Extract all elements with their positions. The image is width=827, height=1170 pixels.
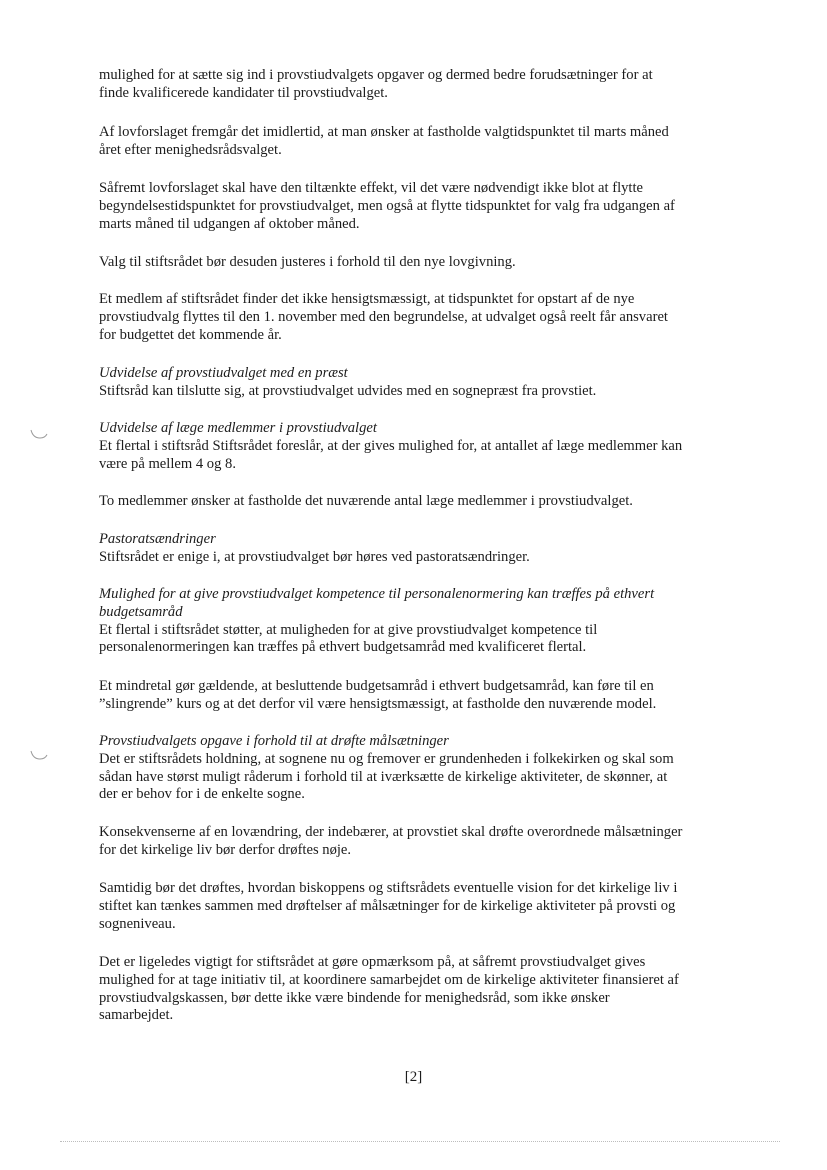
text-line: Et flertal i stiftsrådet støtter, at muligheden for at give provstiudvalget kompetence til [99,621,598,638]
text-line: Stiftsråd kan tilslutte sig, at provstiudvalget udvides med en sognepræst fra provstiet. [99,382,597,399]
paragraph [99,67,749,103]
paragraph [99,733,749,804]
section-heading: Mulighed for at give provstiudvalget kompetence til personalenormering kan træffes på ethvert [99,586,655,602]
section-heading: Provstiudvalgets opgave i forhold til at drøfte målsætninger [99,733,449,749]
text-line: Det er ligeledes vigtigt for stiftsrådet at gøre opmærksom på, at såfremt provstiudvalget gives [99,954,646,970]
paragraph [99,880,749,933]
text-line: mulighed for at sætte sig ind i provstiudvalgets opgaver og dermed bedre forudsætninger for at [99,67,653,83]
paragraph [99,954,749,1025]
text-line: sogneniveau. [99,915,176,932]
text-line: personalenormeringen kan træffes på ethvert budgetsamråd med kvalificeret flertal. [99,639,587,656]
text-line: Af lovforslaget fremgår det imidlertid, at man ønsker at fastholde valgtidspunktet til marts måned [99,124,669,140]
paragraph [99,678,749,714]
paragraph [99,531,749,567]
text-line: Såfremt lovforslaget skal have den tiltænkte effekt, vil det være nødvendigt ikke blot at flytte [99,180,644,196]
text-line: Det er stiftsrådets holdning, at sognene nu og fremover er grundenheden i folkekirken og skal som [99,750,674,767]
paragraph [99,365,749,401]
section-heading: Udvidelse af provstiudvalget med en præst [99,365,348,381]
paragraph [99,291,749,344]
text-line: provstiudvalgskassen, bør dette ikke være bindende for menighedsråd, som ikke ønsker [99,989,610,1006]
text-line: Samtidig bør det drøftes, hvordan biskoppens og stiftsrådets eventuelle vision for det kirkelige liv i [99,880,678,896]
paragraph [99,586,749,657]
paragraph [99,180,749,233]
text-line: året efter menighedsrådsvalget. [99,141,282,158]
paragraph [99,493,749,511]
section-heading: Pastoratsændringer [99,531,216,547]
text-line: To medlemmer ønsker at fastholde det nuværende antal læge medlemmer i provstiudvalget. [99,493,633,509]
margin-mark [28,749,50,761]
page-number: [2] [404,1069,423,1085]
text-line: begyndelsestidspunktet for provstiudvalget, men også at flytte tidspunktet for valg fra udgangen af [99,197,675,214]
section-heading: Udvidelse af læge medlemmer i provstiudvalget [99,420,377,436]
text-line: Stiftsrådet er enige i, at provstiudvalget bør høres ved pastoratsændringer. [99,548,530,565]
scan-artifact-line [60,1141,780,1144]
paragraph [99,254,749,272]
text-line: marts måned til udgangen af oktober måned. [99,215,360,232]
text-line: Et medlem af stiftsrådet finder det ikke hensigtsmæssigt, at tidspunktet for opstart af de nye [99,291,635,307]
text-line: der er behov for i de enkelte sogne. [99,786,305,803]
text-line: for budgettet det kommende år. [99,326,282,343]
text-line: Et flertal i stiftsråd Stiftsrådet foreslår, at der gives mulighed for, at antallet af læge medlemmer kan [99,437,683,454]
margin-mark [28,428,50,440]
paragraph [99,824,749,860]
text-line: mulighed for at tage initiativ til, at koordinere samarbejdet om de kirkelige aktiviteter finansieret af [99,971,679,988]
text-line: stiftet kan tænkes sammen med drøftelser af målsætninger for de kirkelige aktiviteter på provsti og [99,897,676,914]
text-line: for det kirkelige liv bør derfor drøftes nøje. [99,841,352,858]
text-line: provstiudvalg flyttes til den 1. november med den begrundelse, at udvalget også reelt får ansvaret [99,308,668,325]
text-line: finde kvalificerede kandidater til provstiudvalget. [99,84,388,101]
text-line: sådan have størst muligt råderum i forhold til at iværksætte de kirkelige aktiviteter, de skønner, at [99,768,668,785]
text-line: Et mindretal gør gældende, at besluttende budgetsamråd i ethvert budgetsamråd, kan føre til en [99,678,654,694]
text-line: ”slingrende” kurs og at det derfor vil være hensigtsmæssigt, at fastholde den nuværende model. [99,695,657,712]
paragraph [99,124,749,160]
paragraph [99,420,749,473]
text-line: samarbejdet. [99,1007,174,1024]
text-line: være på mellem 4 og 8. [99,455,236,472]
text-line: Konsekvenserne af en lovændring, der indebærer, at provstiet skal drøfte overordnede målsætninger [99,824,683,840]
text-line: Valg til stiftsrådet bør desuden justeres i forhold til den nye lovgivning. [99,254,516,270]
section-heading: budgetsamråd [99,603,183,620]
